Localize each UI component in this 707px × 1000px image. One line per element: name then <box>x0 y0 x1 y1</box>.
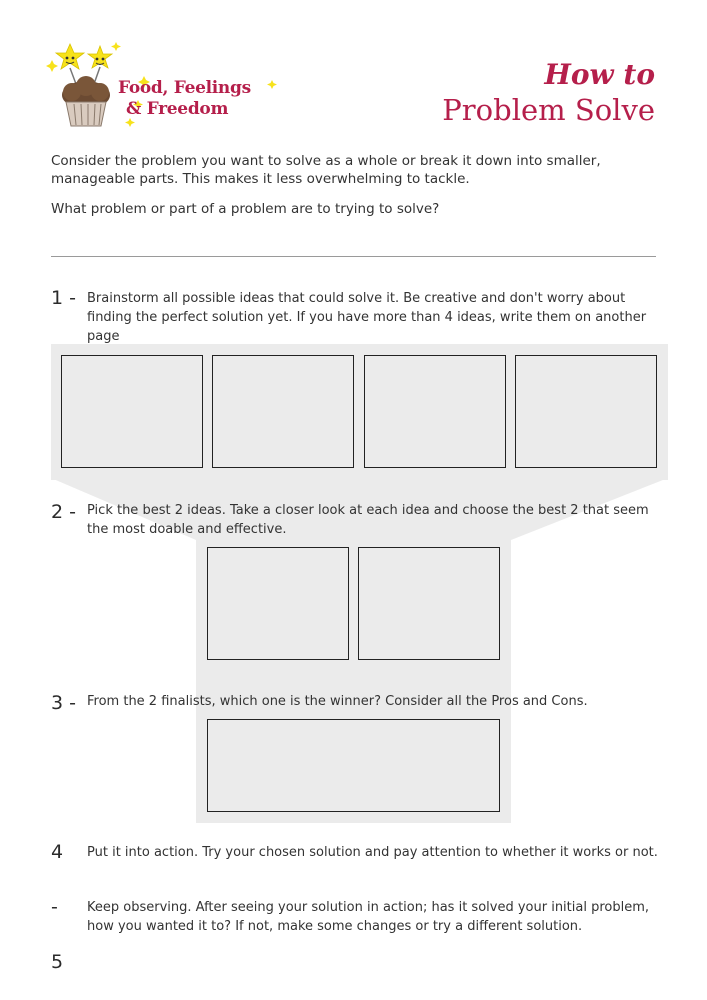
idea-box-2[interactable] <box>212 355 354 468</box>
logo-line-1: Food, Feelings <box>118 78 251 98</box>
page-title <box>442 58 655 128</box>
idea-box-1[interactable] <box>61 355 203 468</box>
finalist-box-1[interactable] <box>207 547 349 660</box>
step-2-text: Pick the best 2 ideas. Take a closer look at each idea and choose the best 2 that seem the most doable and effective. <box>87 503 649 537</box>
step-1-number: 1 - <box>51 287 76 309</box>
logo <box>44 40 280 132</box>
step-4-number: 4 <box>51 841 64 863</box>
winner-box[interactable] <box>207 719 500 812</box>
step-2-number: 2 - <box>51 501 76 523</box>
step-5-number: 5 <box>51 951 64 973</box>
idea-box-3[interactable] <box>364 355 506 468</box>
logo-line-2: & Freedom <box>126 99 229 119</box>
step-5-text: Keep observing. After seeing your solution in action; has it solved your initial problem, how you wanted it to? If not, make some changes or try a different solution. <box>87 900 650 934</box>
step-3-text: From the 2 finalists, which one is the winner? Consider all the Pros and Cons. <box>87 694 588 709</box>
intro-paragraph: Consider the problem you want to solve as a whole or break it down into smaller, manageable parts. This makes it less overwhelming to tackle. <box>51 153 601 187</box>
logo-wordmark <box>118 78 251 120</box>
problem-question: What problem or part of a problem are to trying to solve? <box>51 201 440 217</box>
step-4-text: Put it into action. Try your chosen solution and pay attention to whether it works or not. <box>87 845 658 860</box>
answer-line[interactable] <box>51 256 656 257</box>
title-line-2: Problem Solve <box>442 93 655 127</box>
finalist-box-2[interactable] <box>358 547 500 660</box>
step-5-dash: - <box>51 896 58 918</box>
step-3-number: 3 - <box>51 692 76 714</box>
idea-box-4[interactable] <box>515 355 657 468</box>
step-1-text: Brainstorm all possible ideas that could solve it. Be creative and don't worry about finding the perfect solution yet. If you have more than 4 ideas, write them on another page <box>87 291 647 344</box>
title-line-1: How to <box>544 58 655 91</box>
